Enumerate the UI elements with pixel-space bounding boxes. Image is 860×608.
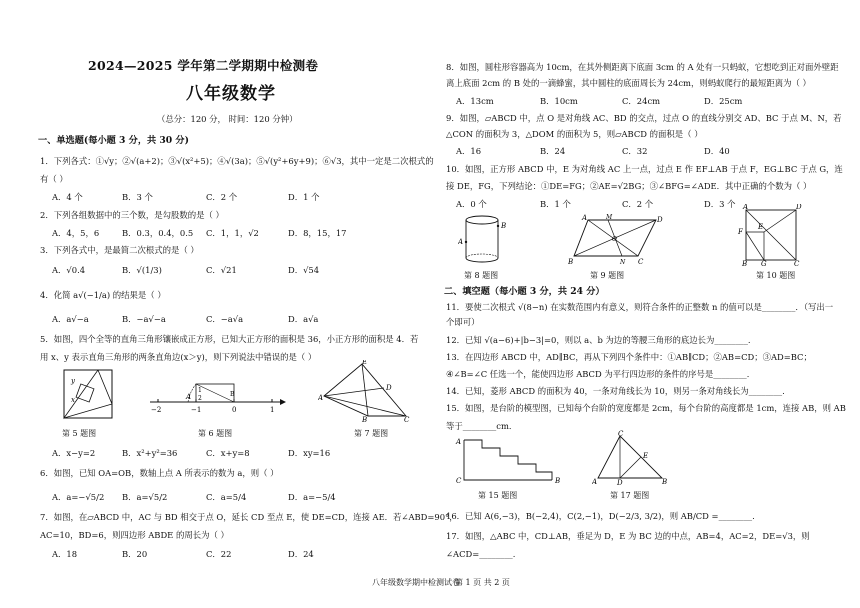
q5-option-b: B．x²+y²=36 — [122, 448, 178, 458]
svg-text:E: E — [362, 360, 368, 366]
svg-text:A: A — [458, 238, 464, 246]
figure-7-parallelogram — [318, 360, 410, 422]
q7-stem2: AC=10，BD=6，则四边形 ABDE 的周长为（ ） — [40, 530, 229, 540]
svg-text:G: G — [761, 260, 767, 266]
figure-8-caption: 第 8 题图 — [464, 271, 499, 280]
svg-text:A: A — [592, 478, 598, 486]
svg-text:B: B — [742, 260, 748, 266]
q3-option-b: B．√(1/3) — [122, 265, 162, 275]
q4-option-c: C．−a√a — [206, 314, 244, 324]
q5-stem2: 用 x、y 表示直角三角形的两条直角边(x＞y)，则下列说法中错误的是（ ） — [40, 352, 317, 362]
section-1-title: 一、单选题(每小题 3 分，共 30 分) — [38, 135, 189, 146]
q2-option-b: B．0.3，0.4，0.5 — [122, 228, 194, 238]
q5-option-c: C．x+y=8 — [206, 448, 250, 458]
q10-stem: 10．如图，正方形 ABCD 中，E 为对角线 AC 上一点，过点 E 作 EF⊥AB 于点 F，EG⊥BC 于点 G，连 — [446, 164, 843, 174]
figure-17-triangle — [592, 430, 668, 486]
q15-stem2: 等于________cm． — [446, 421, 518, 431]
svg-text:C: C — [618, 430, 624, 438]
svg-text:D: D — [657, 216, 663, 224]
q13-stem: 13．在四边形 ABCD 中，AD∥BC，再从下列四个条件中：①AB∥CD；②AB=CD；③AD=BC； — [446, 352, 812, 362]
q1-option-d: D．1 个 — [288, 192, 320, 202]
q1-option-a: A．4 个 — [52, 192, 83, 202]
q6-option-a: A．a=−√5/2 — [52, 492, 105, 502]
q7-option-c: C．22 — [206, 549, 232, 559]
svg-text:B: B — [362, 416, 368, 422]
q11-stem: 11．要使二次根式 √(8−n) 在实数范围内有意义，则符合条件的正整数 n 的值可以是________．（写出一 — [446, 302, 834, 312]
q3-stem: 3．下列各式中，是最简二次根式的是（ ） — [40, 245, 199, 255]
q4-option-a: A．a√−a — [52, 314, 89, 324]
q1-option-b: B．3 个 — [122, 192, 153, 202]
q6-option-b: B．a=√5/2 — [122, 492, 168, 502]
q3-option-a: A．√0.4 — [52, 265, 86, 275]
q9-option-b: B．24 — [540, 146, 566, 156]
q8-stem: 8．如图，圆柱形容器高为 10cm，在其外侧距离下底面 3cm 的 A 处有一只蚂蚁，它想吃到正对面外壁距 — [446, 62, 839, 72]
q2-option-c: C．1，1，√2 — [206, 228, 259, 238]
svg-text:A: A — [743, 204, 749, 211]
q2-option-a: A．4，5，6 — [52, 228, 100, 238]
svg-text:B: B — [230, 391, 235, 398]
svg-text:A: A — [318, 394, 324, 402]
svg-text:1: 1 — [270, 406, 275, 414]
q8-option-d: D．25cm — [704, 96, 743, 106]
q2-stem: 2．下列各组数据中的三个数，是勾股数的是（ ） — [40, 210, 224, 220]
svg-text:C: C — [794, 260, 800, 266]
q7-stem: 7．如图，在▱ABCD 中，AC 与 BD 相交于点 O，延长 CD 至点 E，使 DE=CD，连接 AE．若∠ABD=90°， — [40, 512, 458, 522]
figure-17-caption: 第 17 题图 — [610, 491, 650, 500]
figure-15-caption: 第 15 题图 — [478, 491, 518, 500]
q17-stem2: ∠ACD=________. — [446, 549, 516, 559]
q9-stem2: △CON 的面积为 3，△DOM 的面积为 5，则▱ABCD 的面积是（ ） — [446, 129, 703, 139]
q10-option-d: D．3 个 — [704, 199, 736, 209]
svg-text:−1: −1 — [191, 406, 202, 414]
svg-text:2: 2 — [198, 395, 202, 402]
q9-stem: 9．如图，▱ABCD 中，点 O 是对角线 AC、BD 的交点，过点 O 的直线分别交 AD、BC 于点 M、N，若 — [446, 113, 842, 123]
q10-option-a: A．0 个 — [456, 199, 487, 209]
q4-stem: 4．化简 a√(−1/a) 的结果是（ ） — [40, 290, 166, 300]
svg-text:C: C — [456, 477, 462, 485]
q16-stem: 16．已知 A(6,−3)，B(−2,4)，C(2,−1)，D(−2/3, 3/2)，则 AB/CD =________. — [446, 511, 755, 521]
q5-option-a: A．x−y=2 — [52, 448, 96, 458]
q6-option-d: D．a=−5/4 — [288, 492, 336, 502]
footer-right: 第 1 页 共 2 页 — [455, 578, 510, 587]
svg-text:D: D — [617, 479, 623, 486]
figure-6-number-line — [146, 376, 286, 416]
q8-stem2: 离上底面 2cm 的 B 处的一滴蜂蜜，其中圆柱的底面周长为 24cm，则蚂蚁爬行的最短距离为（ ） — [446, 78, 811, 88]
q1-stem: 1．下列各式：①√y；②√(a+2)；③√(x²+5)；④√(3a)；⑤√(y²+6y+9)；⑥√3，其中一定是二次根式的 — [40, 156, 434, 166]
q7-option-b: B．20 — [122, 549, 148, 559]
exam-subtitle: 八年级数学 — [186, 84, 276, 104]
q8-option-b: B．10cm — [540, 96, 578, 106]
svg-text:A: A — [582, 214, 588, 222]
q10-stem2: 接 DE，FG，下列结论：①DE=FG；②AE=√2BG；③∠BFG=∠ADE．其中正确的个数为（ ） — [446, 181, 812, 191]
figure-9-caption: 第 9 题图 — [590, 271, 625, 280]
figure-6-caption: 第 6 题图 — [198, 429, 233, 438]
q9-option-d: D．40 — [704, 146, 730, 156]
exam-meta: （总分：120 分， 时间：120 分钟） — [157, 114, 298, 124]
q1-stem2: 有（ ） — [40, 174, 68, 184]
q9-option-c: C．32 — [622, 146, 648, 156]
svg-text:−2: −2 — [151, 406, 162, 414]
q3-option-c: C．√21 — [206, 265, 237, 275]
q2-option-d: D．8，15，17 — [288, 228, 347, 238]
q4-option-b: B．−a√−a — [122, 314, 166, 324]
svg-text:B: B — [568, 258, 574, 266]
svg-text:B: B — [555, 477, 561, 485]
svg-text:C: C — [638, 258, 644, 266]
svg-text:1: 1 — [198, 387, 202, 394]
q13-stem2: ④∠B=∠C 任选一个，能使四边形 ABCD 为平行四边形的条件的序号是________． — [446, 369, 756, 379]
q4-option-d: D．a√a — [288, 314, 319, 324]
svg-text:B: B — [662, 478, 668, 486]
q3-option-d: D．√54 — [288, 265, 320, 275]
figure-9-parallelogram — [568, 214, 664, 266]
figure-5-caption: 第 5 题图 — [62, 429, 97, 438]
section-2-title: 二、填空题（每小题 3 分，共 24 分） — [444, 286, 605, 297]
q7-option-d: D．24 — [288, 549, 314, 559]
q9-option-a: A．16 — [456, 146, 482, 156]
figure-10-square — [736, 204, 804, 266]
q14-stem: 14．已知，菱形 ABCD 的面积为 40，一条对角线长为 10，则另一条对角线长为________. — [446, 386, 785, 396]
q5-option-d: D．xy=16 — [288, 448, 331, 458]
footer-left: 八年级数学期中检测试卷 — [372, 578, 460, 587]
figure-7-caption: 第 7 题图 — [354, 429, 389, 438]
svg-text:N: N — [620, 259, 626, 266]
svg-text:M: M — [606, 214, 613, 221]
svg-text:C: C — [404, 416, 410, 422]
q17-stem: 17．如图，△ABC 中，CD⊥AB，垂足为 D，E 为 BC 边的中点，AB=4，AC=2，DE=√3，则 — [446, 531, 810, 541]
svg-text:A: A — [456, 438, 462, 446]
svg-text:0: 0 — [232, 406, 237, 414]
q10-option-b: B．1 个 — [540, 199, 571, 209]
figure-10-caption: 第 10 题图 — [756, 271, 796, 280]
svg-text:F: F — [738, 228, 743, 236]
svg-text:D: D — [386, 384, 392, 392]
q5-stem: 5．如图，四个全等的直角三角形镶嵌成正方形，已知大正方形的面积是 36，小正方形的面积是 4．若 — [40, 334, 419, 344]
q8-option-a: A．13cm — [456, 96, 494, 106]
svg-text:x: x — [71, 396, 75, 404]
svg-text:A: A — [186, 393, 192, 401]
q1-option-c: C．2 个 — [206, 192, 238, 202]
svg-text:B: B — [501, 222, 507, 230]
figure-5-square — [62, 368, 116, 422]
svg-text:E: E — [758, 223, 764, 231]
figure-8-cylinder — [458, 212, 508, 268]
figure-15-staircase — [452, 436, 562, 486]
q11-stem2: 个即可） — [446, 317, 480, 327]
q15-stem: 15．如图，是台阶的模型图，已知每个台阶的宽度都是 2cm，每个台阶的高度都是 1cm，连接 AB，则 AB — [446, 403, 846, 413]
exam-title: 2024—2025 学年第二学期期中检测卷 — [88, 58, 319, 73]
svg-text:O: O — [612, 236, 617, 243]
q6-stem: 6．如图，已知 OA=OB，数轴上点 A 所表示的数为 a，则（ ） — [40, 468, 279, 478]
q12-stem: 12．已知 √(a−6)+|b−3|=0，则以 a、b 为边的等腰三角形的底边长为________. — [446, 335, 751, 345]
q7-option-a: A．18 — [52, 549, 78, 559]
svg-text:E: E — [643, 452, 649, 460]
q8-option-c: C．24cm — [622, 96, 661, 106]
q10-option-c: C．2 个 — [622, 199, 654, 209]
q6-option-c: C．a=5/4 — [206, 492, 247, 502]
svg-text:y: y — [71, 377, 75, 385]
svg-text:D: D — [796, 204, 802, 211]
